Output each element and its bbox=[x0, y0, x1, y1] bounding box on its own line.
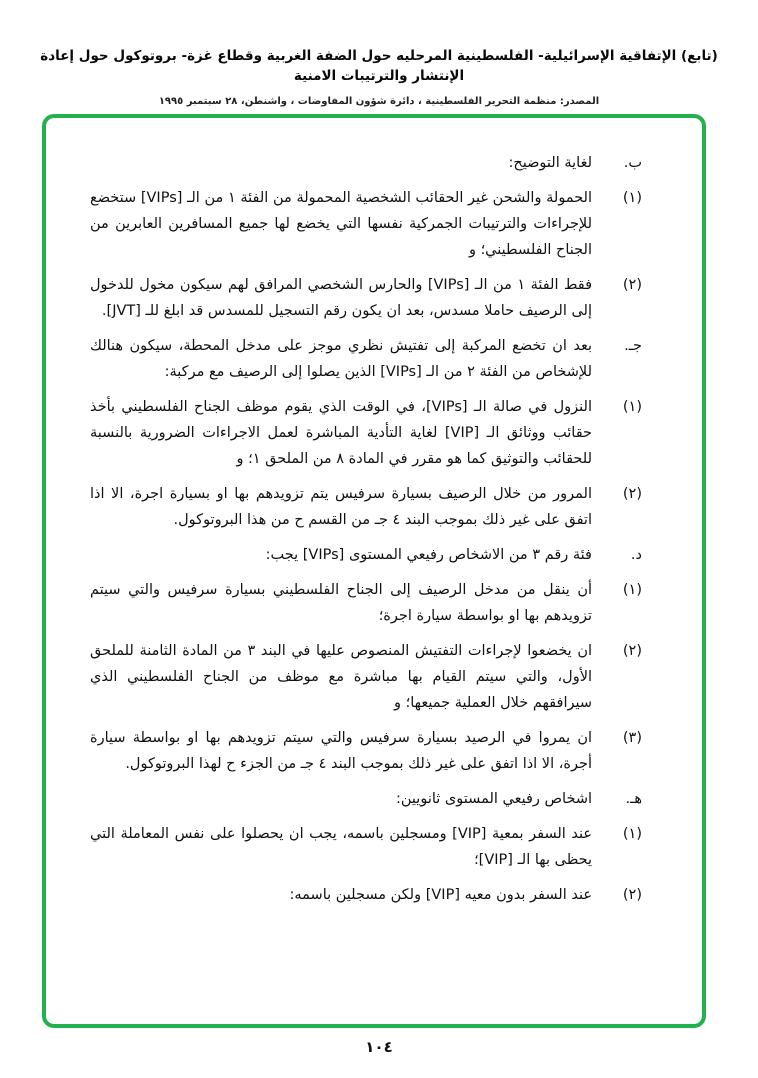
document-header bbox=[0, 0, 758, 107]
section-heading bbox=[90, 786, 642, 812]
list-item bbox=[90, 481, 642, 533]
section bbox=[90, 786, 642, 908]
item-number: (١) bbox=[622, 190, 642, 206]
section bbox=[90, 542, 642, 777]
item-number: (١) bbox=[622, 826, 642, 842]
item-text: عند السفر بدون معيه [VIP] ولكن مسجلين باسمه: bbox=[289, 887, 592, 903]
item-text: ان يخضعوا لإجراءات التفتيش المنصوص عليها في البند ٣ من المادة الثامنة للملحق الأول، والتي سيتم القيام بها مباشرة مع موظف من الجناح الفلسطيني الذي سيرافقهم خلال العملية جميعها؛ و bbox=[90, 643, 592, 711]
item-text: عند السفر بمعية [VIP] ومسجلين باسمه، يجب ان يحصلوا على نفس المعاملة التي يحظى بها الـ [VIP]؛ bbox=[90, 826, 593, 868]
list-item bbox=[90, 394, 642, 472]
document-source: المصدر: منظمة التحرير الفلسطينية ، دائرة شؤون المفاوضات ، واشنطن، ٢٨ سبتمبر ١٩٩٥ bbox=[158, 95, 600, 107]
list-item bbox=[90, 185, 642, 263]
item-number: (٢) bbox=[622, 486, 642, 502]
section-marker: جـ. bbox=[624, 338, 642, 354]
document-body bbox=[46, 118, 702, 935]
list-item bbox=[90, 882, 642, 908]
list-item bbox=[90, 725, 642, 777]
section-marker: ب. bbox=[623, 155, 642, 171]
item-text: النزول في صالة الـ [VIPs]، في الوقت الذي يقوم موظف الجناح الفلسطيني بأخذ حقائب ووثائق الـ [VIP] لغاية التأدية المباشرة لعمل الاجراءات الضرورية بالنسبة للحقائب والتوثيق كما هو مقرر في المادة ٨ من الملحق ١؛ و bbox=[90, 399, 593, 467]
section-heading-text: بعد ان تخضع المركبة إلى تفتيش نظري موجز على مدخل المحطة، سيكون هنالك للإشخاص من الفئة ٢ من الـ [VIPs] الذين يصلوا إلى الرصيف مع مركبة: bbox=[90, 338, 592, 380]
item-number: (٣) bbox=[622, 730, 642, 746]
section-heading-text: فئة رقم ٣ من الاشخاص رفيعي المستوى [VIPs] يجب: bbox=[265, 547, 592, 563]
item-number: (٢) bbox=[622, 887, 642, 903]
document-title: (تابع) الإتفاقية الإسرائيلية- الفلسطينية المرحليه حول الضفة الغربية وقطاع غزة- بروتوكول حول إعادة الإنتشار والترتيبات الامنية bbox=[40, 48, 718, 85]
section-marker: هـ. bbox=[625, 791, 642, 807]
section-marker: د. bbox=[630, 547, 642, 563]
list-item bbox=[90, 821, 642, 873]
content-frame bbox=[42, 114, 706, 1028]
page-footer bbox=[0, 1038, 758, 1056]
list-item bbox=[90, 577, 642, 629]
list-item bbox=[90, 638, 642, 716]
list-item bbox=[90, 272, 642, 324]
section-heading bbox=[90, 333, 642, 385]
item-text: الحمولة والشحن غير الحقائب الشخصية المحمولة من الفئة ١ من الـ [VIPs] ستخضع للإجراءات والترتيبات الجمركية نفسها التي يخضع لها جميع المسافرين العابرين من الجناح الفلسطيني؛ و bbox=[90, 190, 592, 258]
item-number: (١) bbox=[622, 582, 642, 598]
section-heading-text: اشخاص رفيعي المستوى ثانويين: bbox=[396, 791, 592, 807]
item-text: فقط الفئة ١ من الـ [VIPs] والحارس الشخصي المرافق لهم سيكون مخول للدخول إلى الرصيف حاملا مسدس، بعد ان يكون رقم التسجيل للمسدس قد ابلغ للـ [JVT]. bbox=[90, 277, 592, 319]
section-heading bbox=[90, 542, 642, 568]
section bbox=[90, 333, 642, 533]
item-text: أن ينقل من مدخل الرصيف إلى الجناح الفلسطيني بسيارة سرفيس والتي سيتم تزويدهم بها او بواسطة سيارة اجرة؛ bbox=[90, 582, 592, 624]
section-heading bbox=[90, 150, 642, 176]
item-text: المرور من خلال الرصيف بسيارة سرفيس يتم تزويدهم بها او بسيارة اجرة، الا اذا اتفق على غير ذلك بموجب البند ٤ جـ من القسم ح من هذا البروتوكول. bbox=[90, 486, 592, 528]
item-number: (٢) bbox=[622, 277, 642, 293]
section bbox=[90, 150, 642, 324]
item-text: ان يمروا في الرصيد بسيارة سرفيس والتي سيتم تزويدهم بها او بواسطة سيارة أجرة، الا اذا اتفق على غير ذلك بموجب البند ٤ جـ من الجزء ح لهذا البروتوكول. bbox=[90, 730, 592, 772]
item-number: (٢) bbox=[622, 643, 642, 659]
page-number: ١٠٤ bbox=[365, 1038, 393, 1056]
item-number: (١) bbox=[622, 399, 642, 415]
section-heading-text: لغاية التوضيح: bbox=[508, 155, 592, 171]
